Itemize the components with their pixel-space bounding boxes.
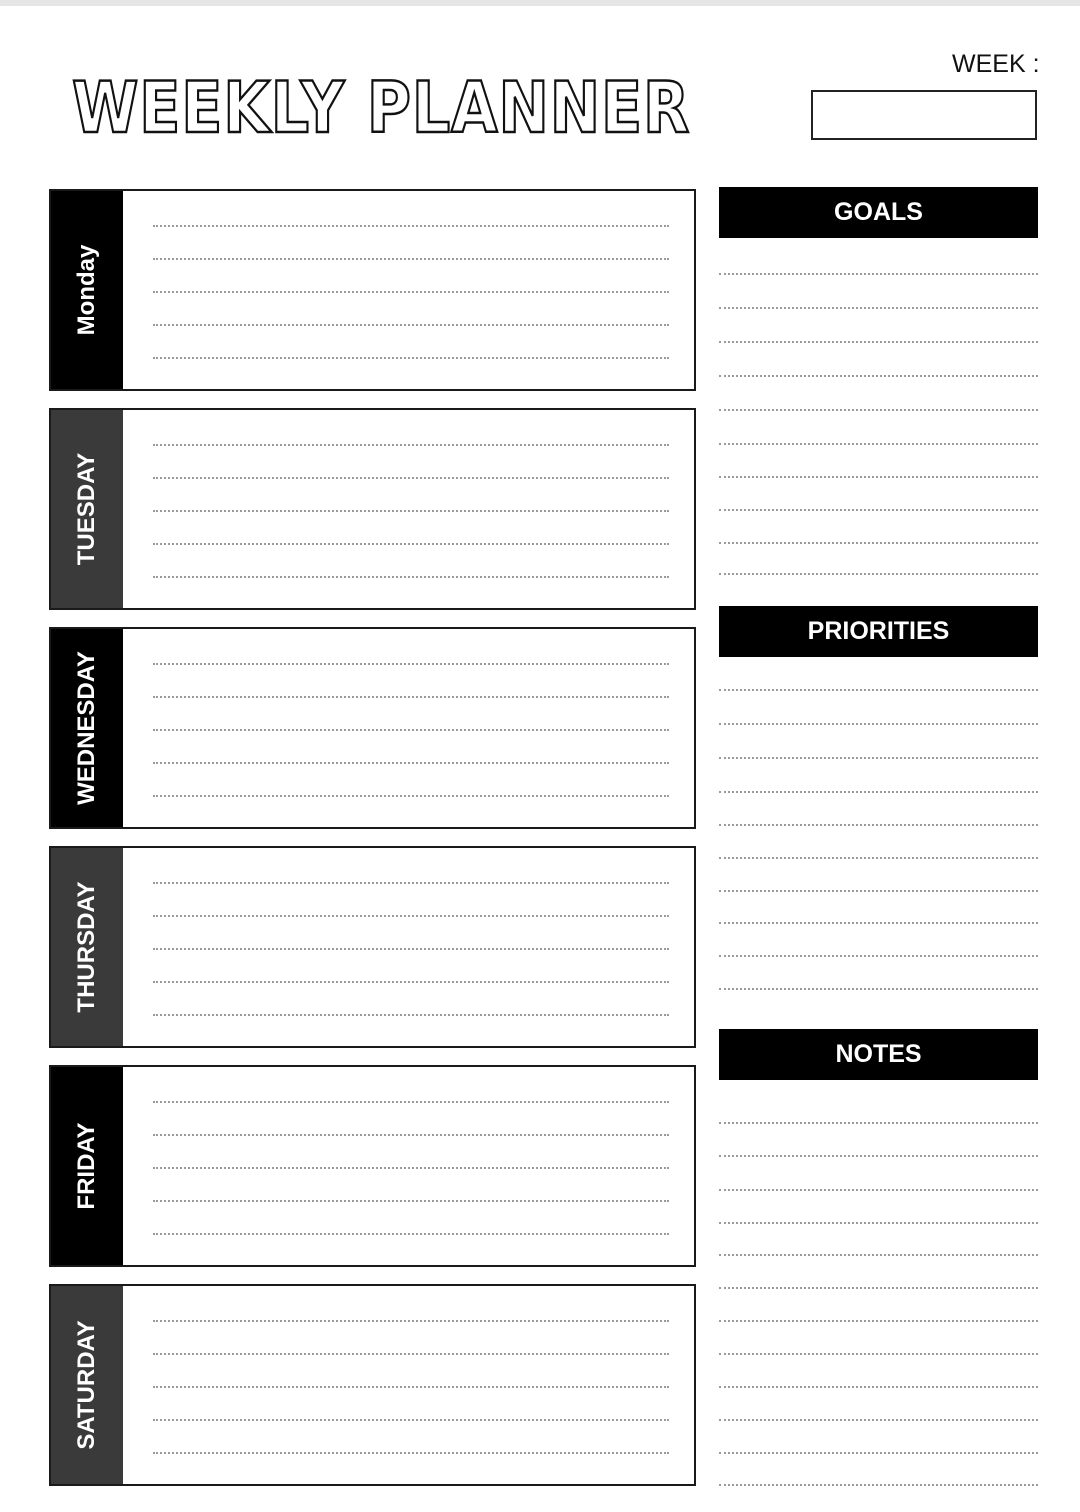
day-label-thursday: THURSDAY xyxy=(73,881,100,1013)
planner-sheet xyxy=(0,6,1080,1512)
goal-line xyxy=(719,542,1038,544)
day-tab-monday xyxy=(51,191,123,389)
goal-line xyxy=(719,341,1038,343)
writing-line xyxy=(153,762,669,764)
writing-line xyxy=(153,1101,669,1103)
writing-line xyxy=(153,1320,669,1322)
priority-line xyxy=(719,791,1038,793)
day-block-saturday[interactable] xyxy=(49,1284,696,1486)
writing-line xyxy=(153,663,669,665)
writing-line xyxy=(153,729,669,731)
writing-line xyxy=(153,477,669,479)
day-tab-thursday xyxy=(51,848,123,1046)
note-line xyxy=(719,1452,1038,1454)
writing-line xyxy=(153,576,669,578)
note-line xyxy=(719,1419,1038,1421)
writing-line xyxy=(153,882,669,884)
notes-header: NOTES xyxy=(719,1029,1038,1080)
week-field[interactable] xyxy=(811,90,1037,140)
day-block-thursday[interactable] xyxy=(49,846,696,1048)
writing-line xyxy=(153,795,669,797)
day-tab-friday xyxy=(51,1067,123,1265)
goal-line xyxy=(719,573,1038,575)
writing-line xyxy=(153,1386,669,1388)
goal-line xyxy=(719,273,1038,275)
day-block-monday[interactable] xyxy=(49,189,696,391)
day-label-tuesday: TUESDAY xyxy=(73,452,100,566)
day-tab-tuesday xyxy=(51,410,123,608)
goal-line xyxy=(719,443,1038,445)
writing-line xyxy=(153,981,669,983)
writing-line xyxy=(153,1014,669,1016)
day-block-wednesday[interactable] xyxy=(49,627,696,829)
note-line xyxy=(719,1189,1038,1191)
writing-line xyxy=(153,696,669,698)
writing-line xyxy=(153,510,669,512)
note-line xyxy=(719,1353,1038,1355)
priority-line xyxy=(719,922,1038,924)
writing-line xyxy=(153,291,669,293)
writing-line xyxy=(153,258,669,260)
note-line xyxy=(719,1254,1038,1256)
priority-line xyxy=(719,824,1038,826)
note-line xyxy=(719,1320,1038,1322)
note-line xyxy=(719,1155,1038,1157)
note-line xyxy=(719,1386,1038,1388)
priority-line xyxy=(719,988,1038,990)
week-label: WEEK : xyxy=(952,50,1040,78)
priority-line xyxy=(719,723,1038,725)
page-title: WEEKLY PLANNER xyxy=(72,67,691,149)
note-line xyxy=(719,1222,1038,1224)
writing-line xyxy=(153,948,669,950)
priority-line xyxy=(719,955,1038,957)
writing-line xyxy=(153,225,669,227)
day-block-tuesday[interactable] xyxy=(49,408,696,610)
writing-line xyxy=(153,1419,669,1421)
day-label-saturday: SATURDAY xyxy=(73,1320,100,1450)
priority-line xyxy=(719,890,1038,892)
goal-line xyxy=(719,476,1038,478)
priority-line xyxy=(719,689,1038,691)
priority-line xyxy=(719,857,1038,859)
day-label-friday: FRIDAY xyxy=(73,1122,100,1210)
note-line xyxy=(719,1287,1038,1289)
priorities-header: PRIORITIES xyxy=(719,606,1038,657)
writing-line xyxy=(153,543,669,545)
day-block-friday[interactable] xyxy=(49,1065,696,1267)
day-tab-wednesday xyxy=(51,629,123,827)
writing-line xyxy=(153,1200,669,1202)
writing-line xyxy=(153,444,669,446)
note-line xyxy=(719,1122,1038,1124)
day-label-wednesday: WEDNESDAY xyxy=(73,651,100,805)
note-line xyxy=(719,1484,1038,1486)
writing-line xyxy=(153,1353,669,1355)
goals-header: GOALS xyxy=(719,187,1038,238)
goal-line xyxy=(719,409,1038,411)
goal-line xyxy=(719,509,1038,511)
writing-line xyxy=(153,1233,669,1235)
writing-line xyxy=(153,1134,669,1136)
priority-line xyxy=(719,757,1038,759)
writing-line xyxy=(153,324,669,326)
writing-line xyxy=(153,915,669,917)
day-label-monday: Monday xyxy=(73,244,100,336)
goal-line xyxy=(719,307,1038,309)
writing-line xyxy=(153,1452,669,1454)
goal-line xyxy=(719,375,1038,377)
day-tab-saturday xyxy=(51,1286,123,1484)
writing-line xyxy=(153,1167,669,1169)
writing-line xyxy=(153,357,669,359)
